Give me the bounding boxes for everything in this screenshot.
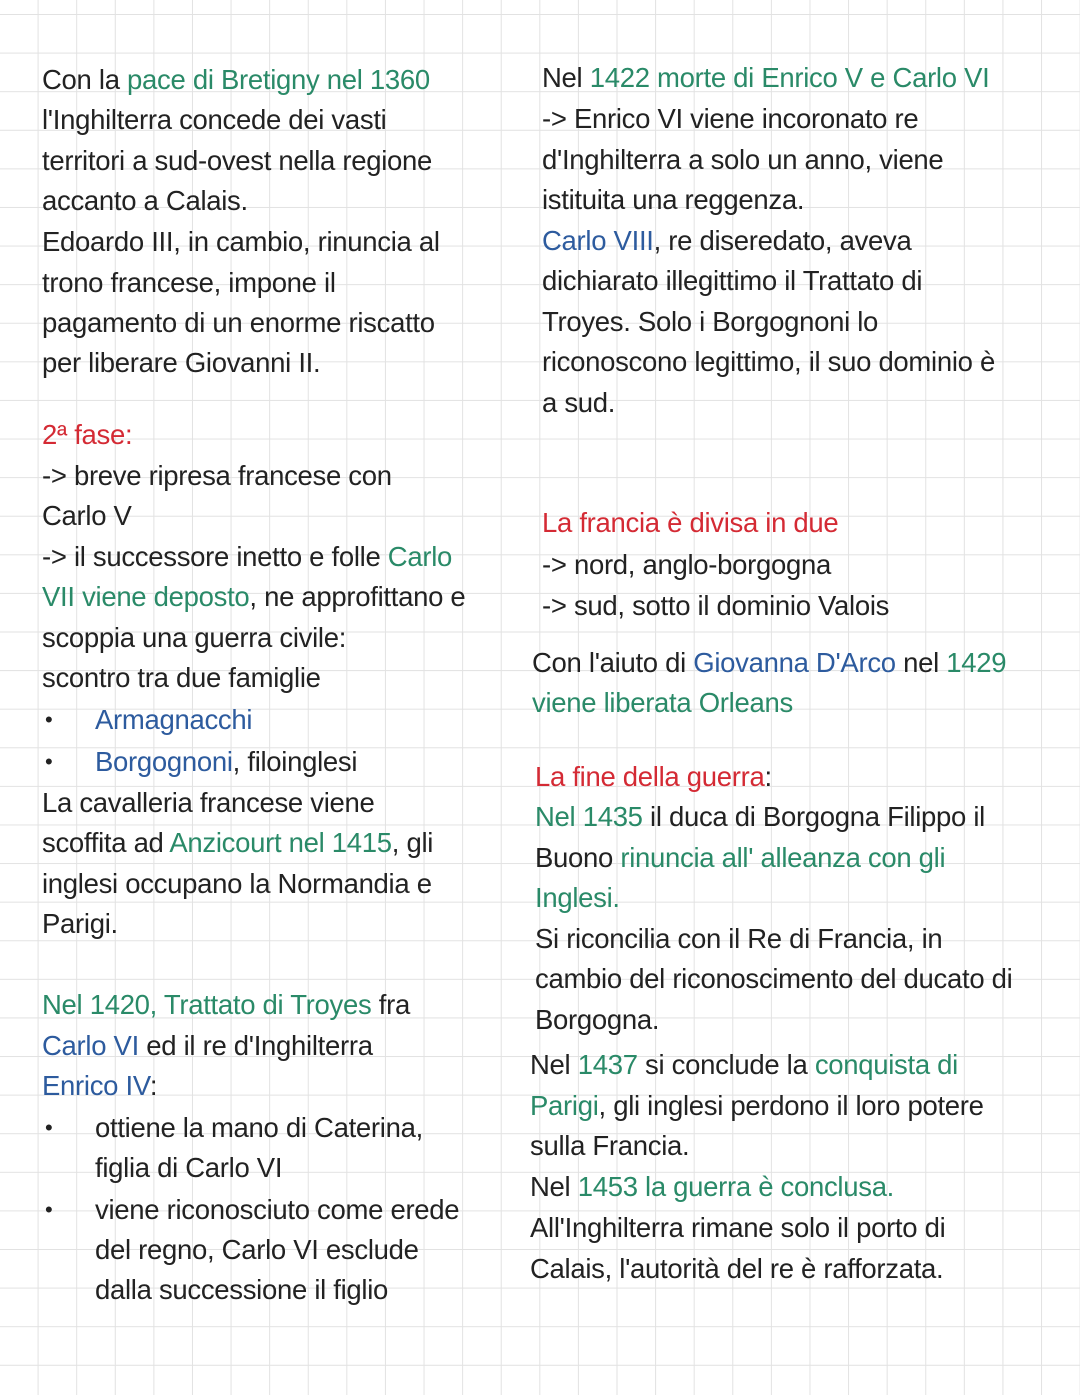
left-column-line bbox=[45, 1190, 460, 1230]
text-segment: scoppia una guerra civile: bbox=[42, 622, 347, 653]
text-segment: Borgognoni bbox=[95, 746, 233, 777]
text-segment: rinuncia all' alleanza con gli bbox=[620, 842, 946, 873]
text-segment: fra bbox=[371, 989, 410, 1020]
right-column-line bbox=[530, 1167, 894, 1207]
left-column-line bbox=[42, 496, 132, 536]
text-segment: per liberare Giovanni II. bbox=[42, 347, 321, 378]
right-column-line bbox=[542, 342, 995, 382]
left-column-line bbox=[95, 1148, 282, 1188]
right-column-line bbox=[542, 586, 889, 626]
text-segment: -> il successore inetto e folle bbox=[42, 541, 388, 572]
text-segment: 1422 morte di Enrico V e Carlo VI bbox=[589, 62, 990, 93]
text-segment: La cavalleria francese viene bbox=[42, 787, 375, 818]
text-segment: Calais, l'autorità del re è rafforzata. bbox=[530, 1253, 944, 1284]
text-segment: La francia è divisa in due bbox=[542, 507, 839, 538]
right-column-line bbox=[535, 838, 945, 878]
left-column-line bbox=[42, 100, 386, 140]
text-segment: accanto a Calais. bbox=[42, 185, 248, 216]
text-segment: : bbox=[149, 1070, 158, 1101]
right-column-line bbox=[542, 302, 878, 342]
right-column-line bbox=[542, 221, 912, 261]
right-column-line bbox=[542, 383, 615, 423]
right-column-line bbox=[542, 140, 943, 180]
text-segment: inglesi occupano la Normandia e bbox=[42, 868, 432, 899]
text-segment: -> Enrico VI viene incoronato re bbox=[542, 103, 919, 134]
text-segment: d'Inghilterra a solo un anno, viene bbox=[542, 144, 944, 175]
text-segment: figlia di Carlo VI bbox=[95, 1152, 283, 1183]
left-column-line bbox=[42, 537, 452, 577]
right-column-line bbox=[530, 1086, 984, 1126]
text-segment: -> nord, anglo-borgogna bbox=[542, 549, 831, 580]
text-segment: Carlo VIII bbox=[542, 225, 654, 256]
text-segment: dichiarato illegittimo il Trattato di bbox=[542, 265, 923, 296]
left-column-line bbox=[42, 658, 321, 698]
left-column-line bbox=[42, 60, 430, 100]
text-segment: , filoinglesi bbox=[232, 746, 358, 777]
left-column-line bbox=[42, 1066, 157, 1106]
text-segment: -> breve ripresa francese con bbox=[42, 460, 392, 491]
left-column-line bbox=[42, 985, 410, 1025]
left-column-line bbox=[42, 303, 435, 343]
right-column-line bbox=[530, 1126, 689, 1166]
text-segment: Troyes. Solo i Borgognoni lo bbox=[542, 306, 879, 337]
text-segment: 1453 la guerra è conclusa. bbox=[577, 1171, 895, 1202]
text-segment: Nel bbox=[530, 1171, 578, 1202]
text-segment: pagamento di un enorme riscatto bbox=[42, 307, 435, 338]
text-segment: Enrico IV bbox=[42, 1070, 150, 1101]
left-column-line bbox=[42, 618, 346, 658]
left-column-line bbox=[42, 1026, 373, 1066]
right-column-line bbox=[542, 180, 804, 220]
right-column-line bbox=[535, 757, 772, 797]
right-column-line bbox=[542, 545, 831, 585]
right-column-line bbox=[532, 643, 1006, 683]
left-column-line bbox=[42, 783, 375, 823]
left-column-line bbox=[42, 343, 320, 383]
text-segment: Carlo V bbox=[42, 500, 132, 531]
left-column-line bbox=[42, 222, 440, 262]
text-segment: sulla Francia. bbox=[530, 1130, 690, 1161]
text-segment: Buono bbox=[535, 842, 621, 873]
text-segment: Parigi bbox=[530, 1090, 599, 1121]
text-segment: Nel bbox=[542, 62, 590, 93]
text-segment: dalla successione il figlio bbox=[95, 1274, 389, 1305]
left-column-line bbox=[42, 141, 432, 181]
text-segment: si conclude la bbox=[637, 1049, 815, 1080]
right-column-line bbox=[542, 99, 918, 139]
text-segment: Parigi. bbox=[42, 908, 118, 939]
text-segment: riconoscono legittimo, il suo dominio è bbox=[542, 346, 995, 377]
text-segment: , re diseredato, aveva bbox=[653, 225, 912, 256]
text-segment: Si riconcilia con il Re di Francia, in bbox=[535, 923, 943, 954]
left-column-line bbox=[45, 700, 253, 740]
text-segment: Inglesi. bbox=[535, 882, 620, 913]
right-column-line bbox=[530, 1045, 958, 1085]
text-segment: Carlo bbox=[387, 541, 452, 572]
left-column-line bbox=[45, 1108, 423, 1148]
bullet-icon: • bbox=[45, 749, 53, 774]
text-segment: , gli bbox=[391, 827, 434, 858]
text-segment: Giovanna D'Arco bbox=[693, 647, 896, 678]
right-column-line bbox=[530, 1208, 945, 1248]
text-segment: il duca di Borgogna Filippo il bbox=[642, 801, 985, 832]
right-column-line bbox=[535, 959, 1012, 999]
text-segment: VII viene deposto bbox=[42, 581, 250, 612]
text-segment: nel bbox=[895, 647, 947, 678]
text-segment: scoffita ad bbox=[42, 827, 170, 858]
left-column-line bbox=[95, 1230, 419, 1270]
bullet-icon: • bbox=[45, 1197, 53, 1222]
text-segment: -> sud, sotto il dominio Valois bbox=[542, 590, 890, 621]
text-segment: cambio del riconoscimento del ducato di bbox=[535, 963, 1013, 994]
text-segment: ed il re d'Inghilterra bbox=[138, 1030, 373, 1061]
right-column-line bbox=[542, 261, 922, 301]
left-column-line bbox=[42, 456, 392, 496]
right-column-line bbox=[530, 1249, 943, 1289]
text-segment: istituita una reggenza. bbox=[542, 184, 805, 215]
left-column-line bbox=[42, 577, 465, 617]
text-segment: 1429 bbox=[946, 647, 1007, 678]
left-column-line bbox=[42, 864, 432, 904]
text-segment: viene riconosciuto come erede bbox=[95, 1194, 460, 1225]
text-segment: Edoardo III, in cambio, rinuncia al bbox=[42, 226, 440, 257]
text-segment: viene liberata Orleans bbox=[532, 687, 793, 718]
left-column-line bbox=[45, 742, 358, 782]
text-segment: Nel bbox=[530, 1049, 578, 1080]
text-segment: scontro tra due famiglie bbox=[42, 662, 321, 693]
text-segment: l'Inghilterra concede dei vasti bbox=[42, 104, 387, 135]
text-segment: conquista di bbox=[814, 1049, 958, 1080]
text-segment: Carlo VI bbox=[42, 1030, 139, 1061]
text-segment: 1437 bbox=[577, 1049, 638, 1080]
text-segment: pace di Bretigny nel 1360 bbox=[127, 64, 430, 95]
text-segment: Borgogna. bbox=[535, 1004, 660, 1035]
text-segment: 2ª fase: bbox=[42, 419, 133, 450]
bullet-icon: • bbox=[45, 1115, 53, 1140]
left-column-line bbox=[95, 1270, 388, 1310]
right-column-line bbox=[535, 878, 620, 918]
bullet-icon: • bbox=[45, 707, 53, 732]
text-segment: a sud. bbox=[542, 387, 616, 418]
text-segment: Nel 1420, Trattato di Troyes bbox=[42, 989, 372, 1020]
text-segment: Anzicourt nel 1415 bbox=[169, 827, 392, 858]
text-segment: : bbox=[764, 761, 772, 792]
right-column-line bbox=[542, 503, 838, 543]
right-column-line bbox=[535, 1000, 659, 1040]
text-segment: Con l'aiuto di bbox=[532, 647, 694, 678]
text-segment: Con la bbox=[42, 64, 128, 95]
text-segment: ottiene la mano di Caterina, bbox=[95, 1112, 423, 1143]
text-segment: territori a sud-ovest nella regione bbox=[42, 145, 432, 176]
text-segment: trono francese, impone il bbox=[42, 267, 336, 298]
right-column-line bbox=[542, 58, 989, 98]
left-column-line bbox=[42, 415, 132, 455]
left-column-line bbox=[42, 823, 433, 863]
text-segment: , gli inglesi perdono il loro potere bbox=[598, 1090, 984, 1121]
right-column-line bbox=[535, 919, 942, 959]
text-segment: , ne approfittano e bbox=[249, 581, 466, 612]
text-segment: Armagnacchi bbox=[95, 704, 253, 735]
text-segment: del regno, Carlo VI esclude bbox=[95, 1234, 419, 1265]
left-column-line bbox=[42, 904, 118, 944]
right-column-line bbox=[532, 683, 793, 723]
text-segment: All'Inghilterra rimane solo il porto di bbox=[530, 1212, 946, 1243]
left-column-line bbox=[42, 181, 248, 221]
text-segment: La fine della guerra bbox=[535, 761, 765, 792]
left-column-line bbox=[42, 263, 336, 303]
text-segment: Nel 1435 bbox=[535, 801, 643, 832]
right-column-line bbox=[535, 797, 985, 837]
